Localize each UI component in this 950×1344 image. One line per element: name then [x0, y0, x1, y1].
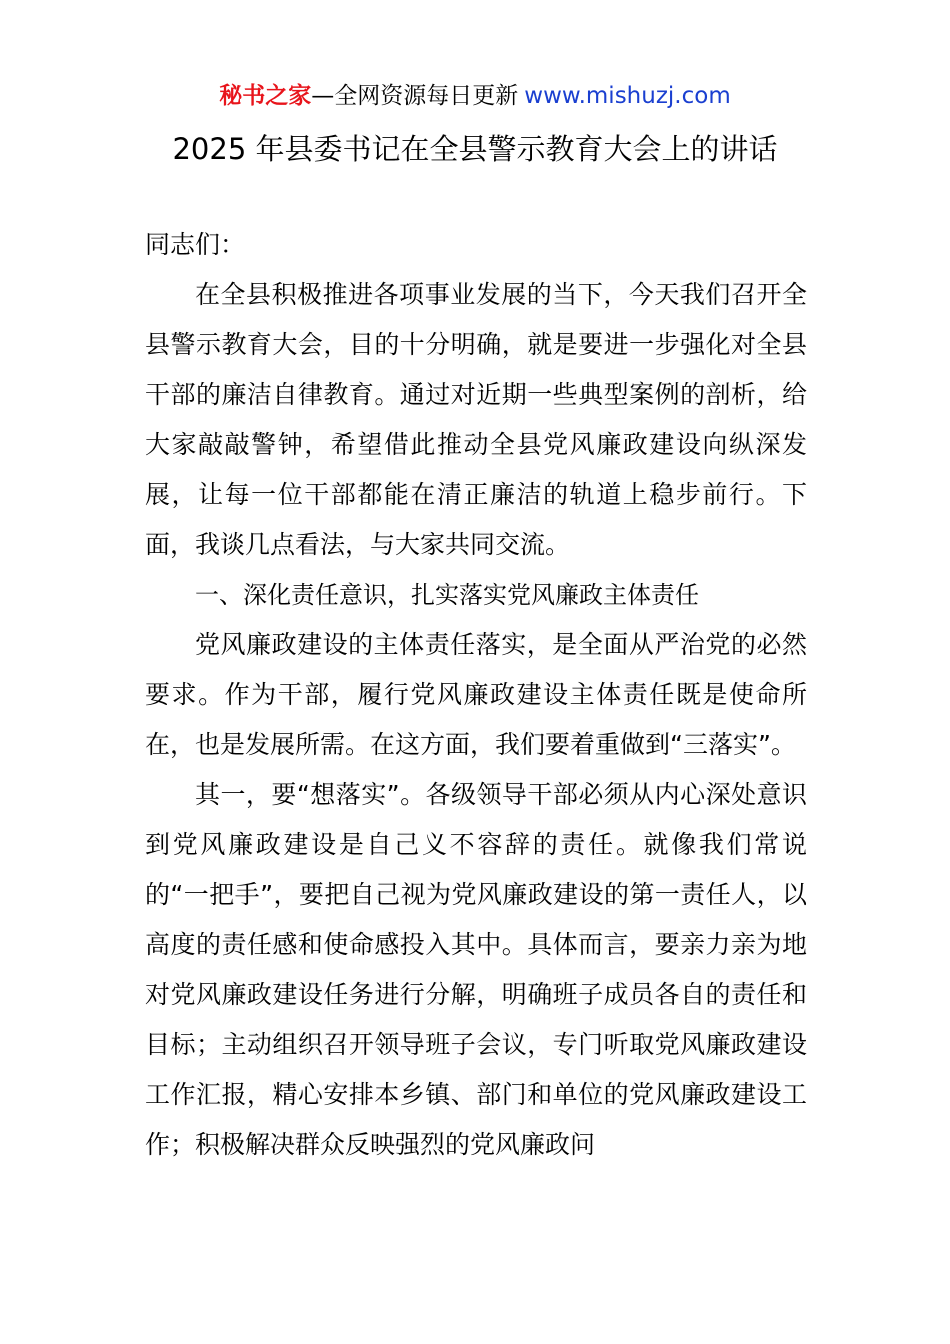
paragraph-intro: 在全县积极推进各项事业发展的当下，今天我们召开全县警示教育大会，目的十分明确，就是要进一步强化对全县干部的廉洁自律教育。通过对近期一些典型案例的剖析，给大家敲敲警钟，希望借此推动全县党风廉政建设向纵深发展，让每一位干部都能在清正廉洁的轨道上稳步前行。下面，我谈几点看法，与大家共同交流。	[145, 280, 807, 559]
document-body	[145, 220, 807, 1170]
site-header	[0, 80, 950, 112]
brand-name: 秘书之家	[219, 83, 312, 109]
section-heading-1: 一、深化责任意识，扎实落实党风廉政主体责任	[195, 581, 699, 609]
site-url[interactable]: www.mishuzj.com	[524, 83, 731, 109]
document-title: 2025 年县委书记在全县警示教育大会上的讲话	[172, 132, 778, 166]
salutation: 同志们：	[145, 230, 246, 259]
paragraph-first-point: 其一，要“想落实”。各级领导干部必须从内心深处意识到党风廉政建设是自己义不容辞的责任。就像我们常说的“一把手”，要把自己视为党风廉政建设的第一责任人，以高度的责任感和使命感投入其中。具体而言，要亲力亲为地对党风廉政建设任务进行分解，明确班子成员各自的责任和目标；主动组织召开领导班子会议，专门听取党风廉政建设工作汇报，精心安排本乡镇、部门和单位的党风廉政建设工作；积极解决群众反映强烈的党风廉政问	[145, 780, 807, 1159]
header-tagline: —全网资源每日更新	[311, 83, 519, 109]
paragraph-responsibility: 党风廉政建设的主体责任落实，是全面从严治党的必然要求。作为干部，履行党风廉政建设主体责任既是使命所在，也是发展所需。在这方面，我们要着重做到“三落实”。	[145, 630, 807, 759]
